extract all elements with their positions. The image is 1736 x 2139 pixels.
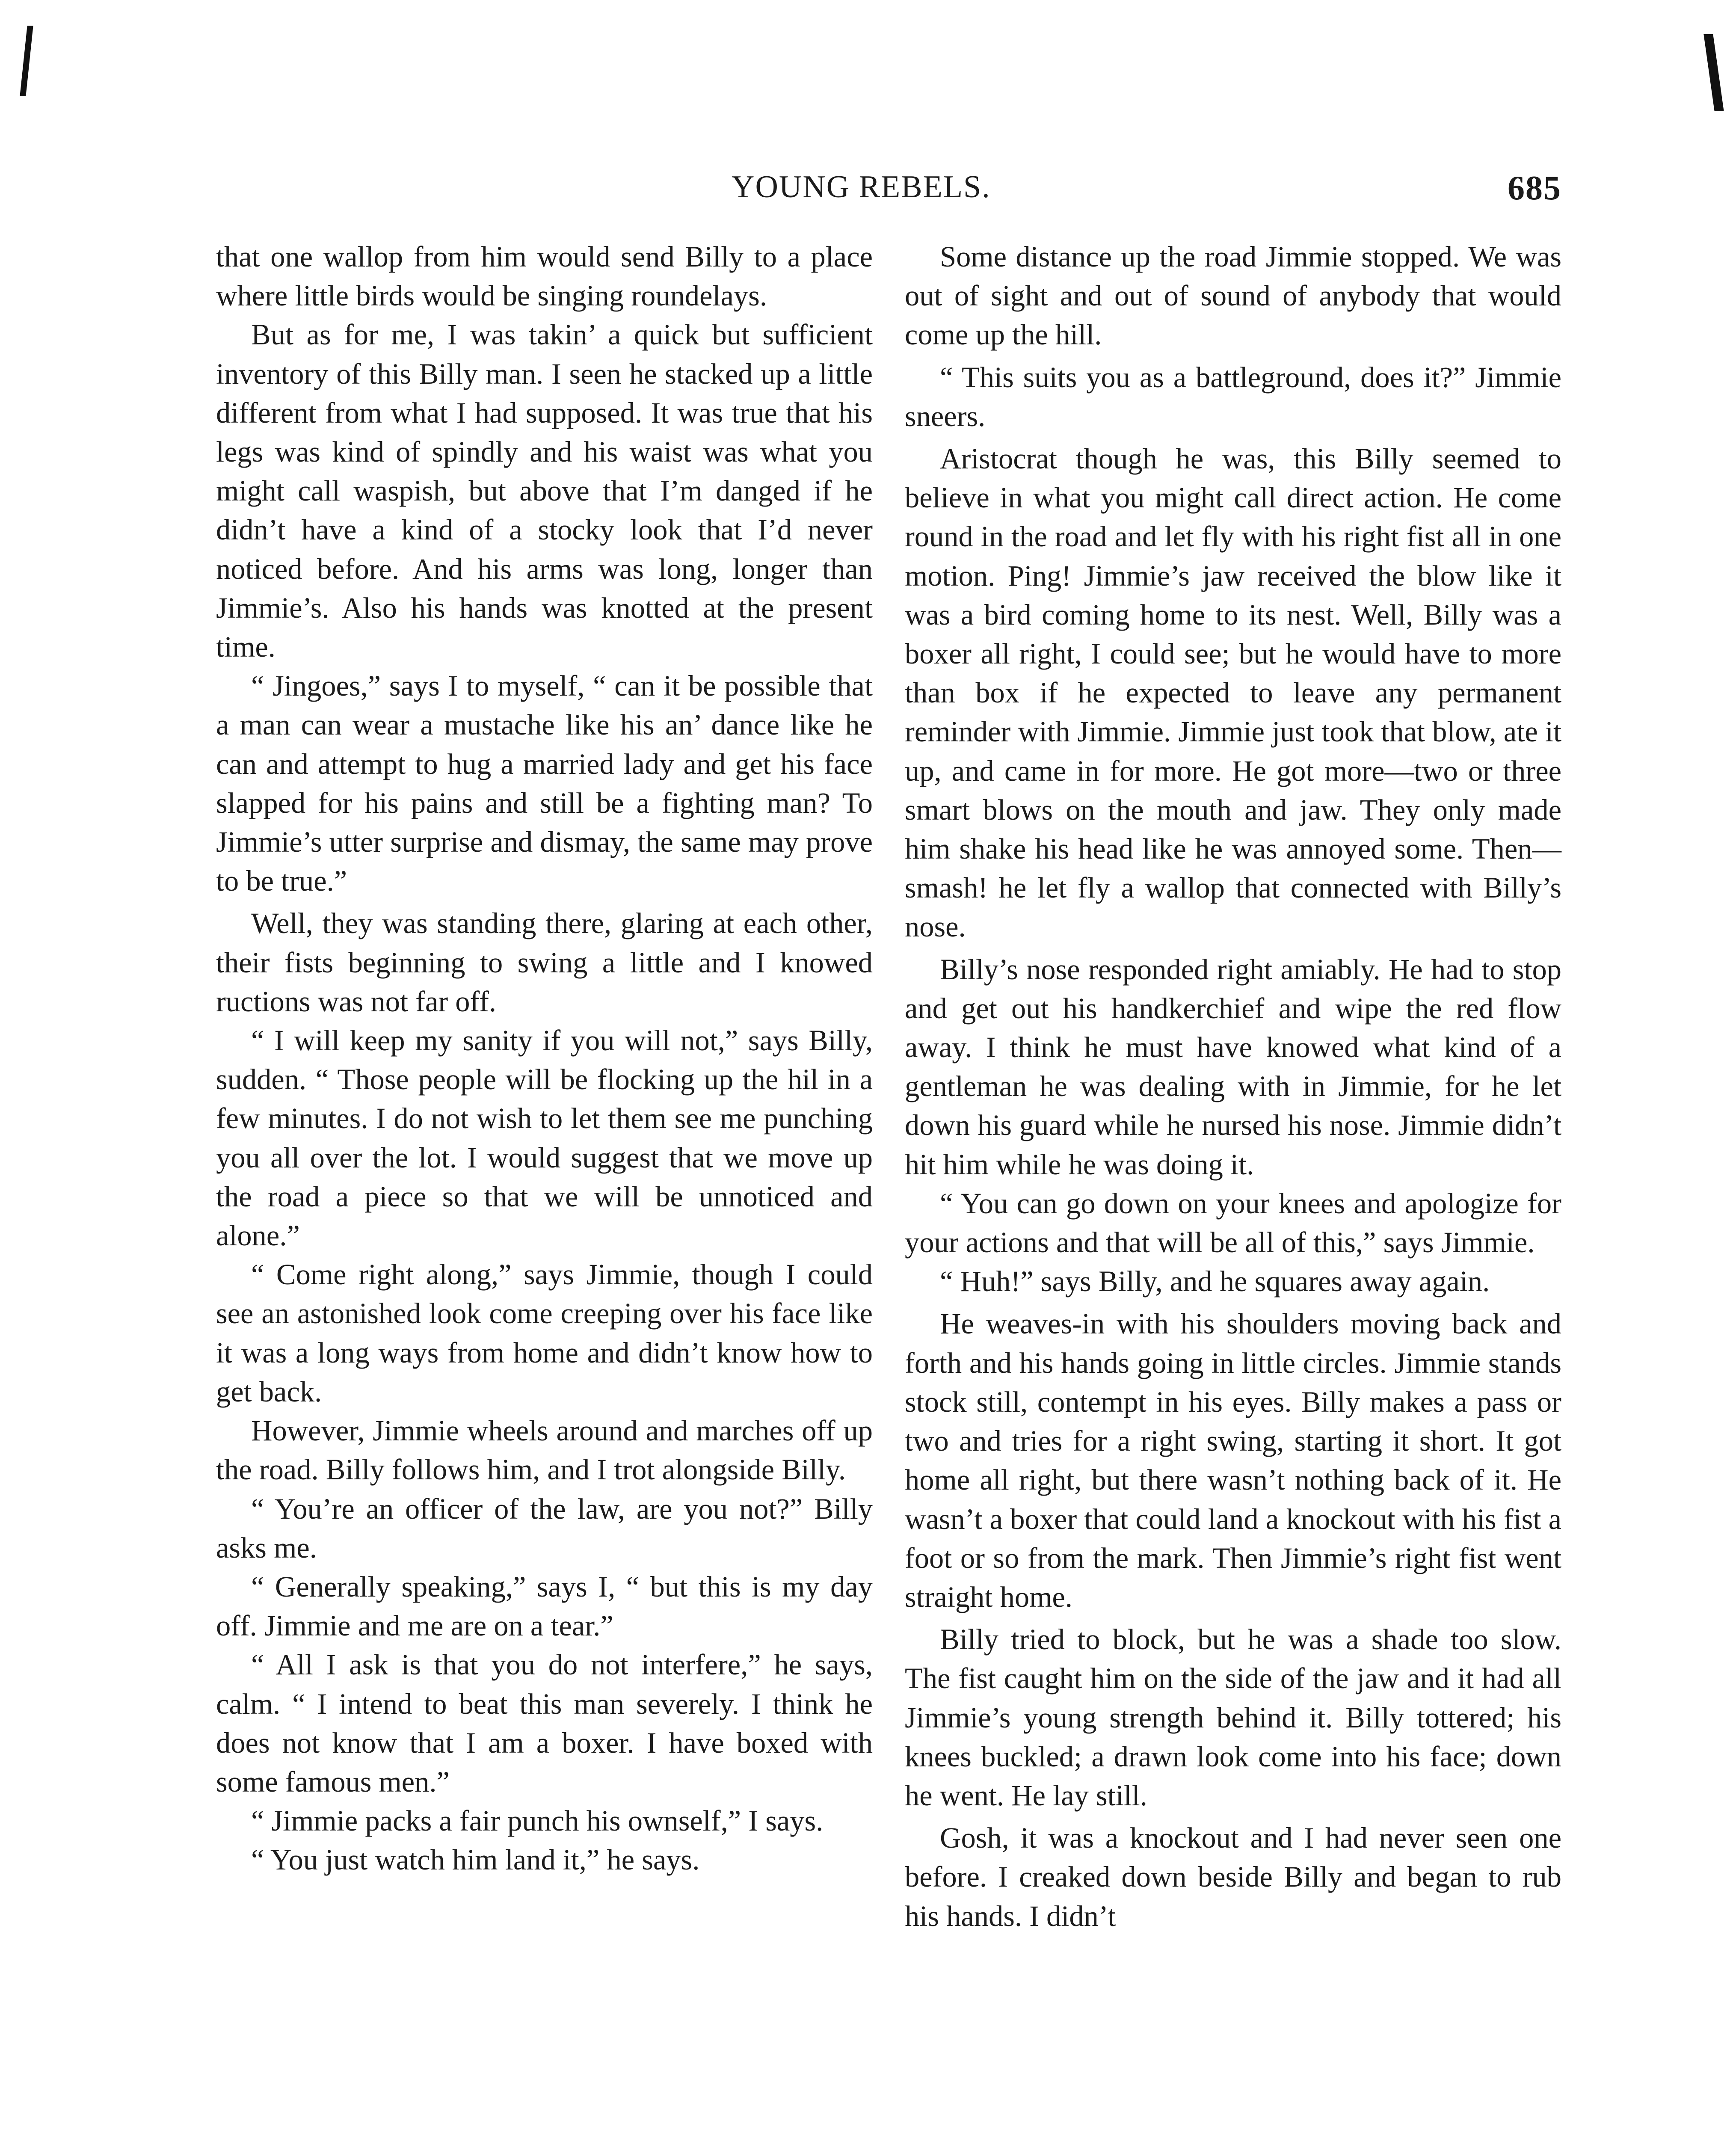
paragraph: “ Jimmie packs a fair punch his ownself,” I says. [251, 1804, 824, 1837]
paragraph: “ You’re an officer of the law, are you not?” Billy asks me. [216, 1492, 873, 1564]
paragraph: Aristocrat though he was, this Billy seemed to believe in what you might call direct action. He come round in the road and let fly with his right fist all in one motion. Ping! Jimmie’s jaw received the blow like it was a bird coming home to its nest. Well, Billy was a boxer all right, I could see; but he would have to more than box if he expected to leave any permanent reminder with Jimmie. Jimmie just took that blow, ate it up, and came in for more. He got more—two or three smart blows on the mouth and jaw. They only made him shake his head like he was annoyed some. Then—smash! he let fly a wallop that connected with Billy’s nose. [905, 442, 1561, 943]
left-column [216, 237, 873, 1880]
running-title: YOUNG REBELS. [732, 169, 991, 204]
right-column [905, 237, 1561, 1936]
paragraph: However, Jimmie wheels around and marches off up the road. Billy follows him, and I trot alongside Billy. [216, 1414, 873, 1486]
paragraph: He weaves-in with his shoulders moving back and forth and his hands going in little circles. Jimmie stands stock still, contempt in his eyes. Billy makes a pass or two and tries for a right swing, starting it short. It got home all right, but there wasn’t nothing back of it. He wasn’t a boxer that could land a knockout with his fist a foot or so from the mark. Then Jimmie’s right fist went straight home. [905, 1307, 1561, 1613]
paragraph: “ You can go down on your knees and apologize for your actions and that will be all of this,” says Jimmie. [905, 1187, 1561, 1259]
paragraph: Gosh, it was a knockout and I had never seen one before. I creaked down beside Billy and began to rub his hands. I didn’t [905, 1822, 1561, 1932]
paragraph: “ This suits you as a battleground, does it?” Jimmie sneers. [905, 361, 1561, 433]
paragraph: Billy tried to block, but he was a shade too slow. The fist caught him on the side of the jaw and it had all Jimmie’s young strength behind it. Billy tottered; his knees buckled; a drawn look come into his face; down he went. He lay still. [905, 1623, 1561, 1812]
paragraph: But as for me, I was takin’ a quick but sufficient inventory of this Billy man. I seen he stacked up a little different from what I had supposed. It was true that his legs was kind of spindly and his waist was what you might call waspish, but above that I’m danged if he didn’t have a kind of a stocky look that I’d never noticed before. And his arms was long, longer than Jimmie’s. Also his hands was knotted at the present time. [216, 318, 873, 664]
paragraph: Some distance up the road Jimmie stopped. We was out of sight and out of sound of anybody that would come up the hill. [905, 240, 1561, 351]
paragraph: “ You just watch him land it,” he says. [251, 1843, 700, 1876]
page-number: 685 [1508, 169, 1561, 207]
running-header [710, 169, 1626, 216]
paragraph: that one wallop from him would send Billy to a place where little birds would be singing roundelays. [216, 240, 873, 312]
scan-edge-mark-top-right [1703, 34, 1724, 111]
paragraph: Well, they was standing there, glaring at each other, their fists beginning to swing a little and I knowed ructions was not far off. [216, 907, 873, 1018]
paragraph: “ Huh!” says Billy, and he squares away again. [940, 1265, 1490, 1298]
paragraph: Billy’s nose responded right amiably. He had to stop and get out his handkerchief and wipe the red flow away. I think he must have knowed what kind of a gentleman he was dealing with in Jimmie, for he let down his guard while he nursed his nose. Jimmie didn’t hit him while he was doing it. [905, 953, 1561, 1181]
scan-edge-mark-top-left [20, 26, 33, 96]
paragraph: “ I will keep my sanity if you will not,” says Billy, sudden. “ Those people will be flocking up the hil in a few minutes. I do not wish to let them see me punching you all over the lot. I would suggest that we move up the road a piece so that we will be unnoticed and alone.” [216, 1024, 873, 1252]
paragraph: “ Generally speaking,” says I, “ but this is my day off. Jimmie and me are on a tear.” [216, 1570, 873, 1642]
paragraph: “ All I ask is that you do not interfere,” he says, calm. “ I intend to beat this man severely. I think he does not know that I am a boxer. I have boxed with some famous men.” [216, 1648, 873, 1798]
paragraph: “ Come right along,” says Jimmie, though I could see an astonished look come creeping over his face like it was a long ways from home and didn’t know how to get back. [216, 1258, 873, 1408]
paragraph: “ Jingoes,” says I to myself, “ can it be possible that a man can wear a mustache like his an’ dance like he can and attempt to hug a married lady and get his face slapped for his pains and still be a fighting man? To Jimmie’s utter surprise and dismay, the same may prove to be true.” [216, 670, 873, 898]
